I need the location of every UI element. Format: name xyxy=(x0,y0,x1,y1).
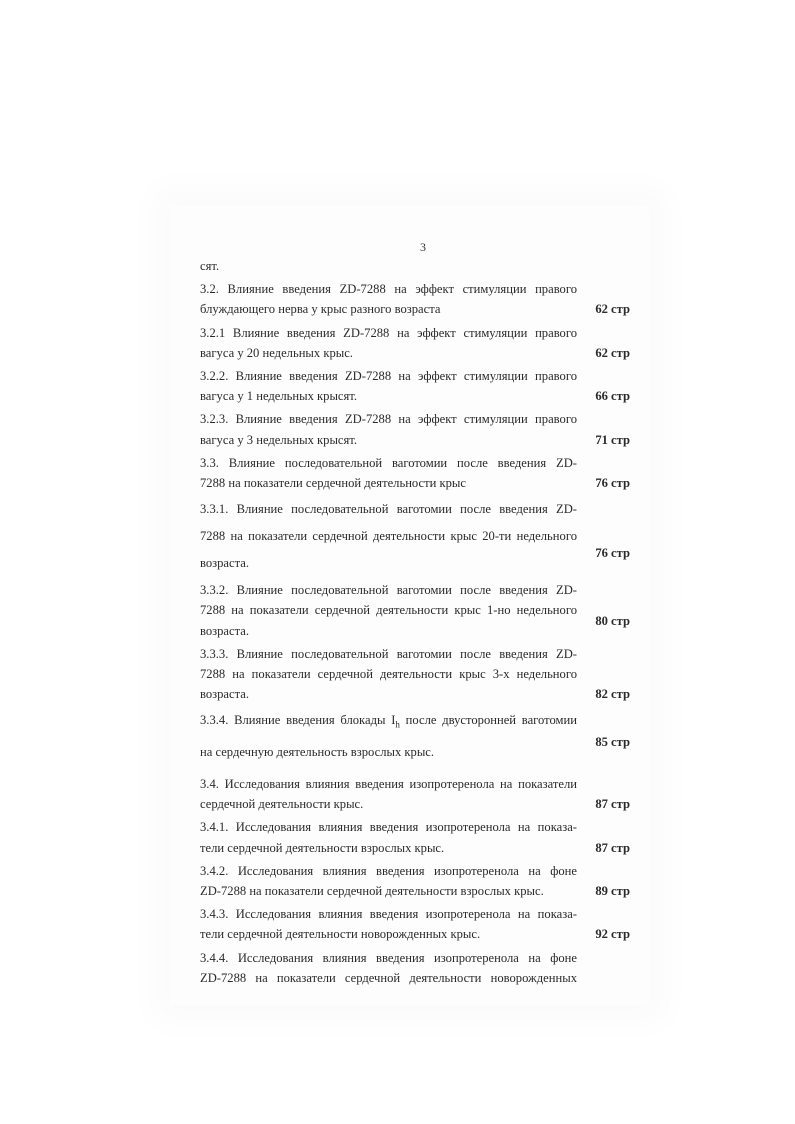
toc-line: 3.2.1 Влияние введения ZD-7288 на эффект стимуляции правого xyxy=(200,325,577,340)
toc-line: 3.2.2. Влияние введения ZD-7288 на эффект стимуляции правого xyxy=(200,369,577,384)
toc-line: сердечной деятельности крыс. xyxy=(200,797,364,812)
toc-entry xyxy=(200,774,630,814)
toc-entry xyxy=(200,904,630,944)
toc-line: тели сердечной деятельности новорожденных крыс. xyxy=(200,927,481,942)
toc-entry xyxy=(200,366,630,406)
toc-page: 85 стр xyxy=(595,734,630,749)
toc-entry xyxy=(200,817,630,857)
toc-entry xyxy=(200,644,630,705)
toc-line: возраста. xyxy=(200,623,250,638)
toc-line: 7288 на показатели сердечной деятельности крыс 1-но недельного xyxy=(200,603,577,618)
toc-page: 76 стр xyxy=(595,476,630,491)
toc-line: 3.3.1. Влияние последовательной ваготомии после введения ZD- xyxy=(200,502,577,517)
toc-line: 3.4.4. Исследования влияния введения изопротеренола на фоне xyxy=(200,950,577,965)
toc-line: ZD-7288 на показатели сердечной деятельности новорожденных xyxy=(200,970,577,985)
table-of-contents xyxy=(200,256,630,991)
toc-line: ZD-7288 на показатели сердечной деятельности взрослых крыс. xyxy=(200,883,544,898)
toc-line: 3.3.2. Влияние последовательной ваготомии после введения ZD- xyxy=(200,583,577,598)
toc-line: 3.3.4. Влияние введения блокады $I_h$ после двусторонней ваготомии xyxy=(200,713,577,730)
toc-line: сят. xyxy=(200,259,220,273)
toc-line: 3.4.1. Исследования влияния введения изопротеренола на показа- xyxy=(200,820,577,835)
toc-entry xyxy=(200,948,630,988)
toc-line: возраста. xyxy=(200,687,250,702)
toc-page: 82 стр xyxy=(595,687,630,702)
toc-line: 3.2. Влияние введения ZD-7288 на эффект стимуляции правого xyxy=(200,282,577,297)
toc-line: возраста. xyxy=(200,556,250,571)
toc-line: 3.3.3. Влияние последовательной ваготомии после введения ZD- xyxy=(200,646,577,661)
toc-entry xyxy=(200,453,630,493)
toc-entry xyxy=(200,580,630,641)
toc-page: 76 стр xyxy=(595,546,630,561)
toc-page: 87 стр xyxy=(595,797,630,812)
toc-entry xyxy=(200,256,630,276)
toc-line: вагуса у 3 недельных крысят. xyxy=(200,432,358,447)
toc-page: 89 стр xyxy=(595,883,630,898)
toc-entry xyxy=(200,496,630,577)
toc-line: 3.3. Влияние последовательной ваготомии после введения ZD- xyxy=(200,455,577,470)
toc-page: 80 стр xyxy=(595,613,630,628)
toc-line: на сердечную деятельность взрослых крыс. xyxy=(200,744,435,759)
toc-page: 92 стр xyxy=(595,927,630,942)
toc-page: 71 стр xyxy=(595,432,630,447)
page-number: 3 xyxy=(420,240,426,254)
toc-line: 7288 на показатели сердечной деятельности крыс xyxy=(200,476,466,491)
toc-page: 62 стр xyxy=(595,302,630,317)
toc-line: 7288 на показатели сердечной деятельности крыс 3-х недельного xyxy=(200,667,577,682)
toc-line: блуждающего нерва у крыс разного возраста xyxy=(200,302,441,317)
toc-line: вагуса у 20 недельных крыс. xyxy=(200,345,353,360)
toc-entry xyxy=(200,861,630,901)
toc-line: 3.4.3. Исследования влияния введения изопротеренола на показа- xyxy=(200,907,577,922)
toc-entry xyxy=(200,707,630,766)
toc-entry xyxy=(200,279,630,319)
toc-line: 3.4. Исследования влияния введения изопротеренола на показатели xyxy=(200,776,577,791)
toc-line: 7288 на показатели сердечной деятельности крыс 20-ти недельного xyxy=(200,529,577,544)
toc-page: 66 стр xyxy=(595,389,630,404)
toc-line: тели сердечной деятельности взрослых крыс. xyxy=(200,840,445,855)
toc-line: 3.2.3. Влияние введения ZD-7288 на эффект стимуляции правого xyxy=(200,412,577,427)
subscript-h: h xyxy=(395,719,400,730)
toc-entry xyxy=(200,409,630,449)
toc-page: 87 стр xyxy=(595,840,630,855)
toc-line: 3.4.2. Исследования влияния введения изопротеренола на фоне xyxy=(200,863,577,878)
toc-entry xyxy=(200,323,630,363)
toc-line: вагуса у 1 недельных крысят. xyxy=(200,389,358,404)
toc-page: 62 стр xyxy=(595,345,630,360)
